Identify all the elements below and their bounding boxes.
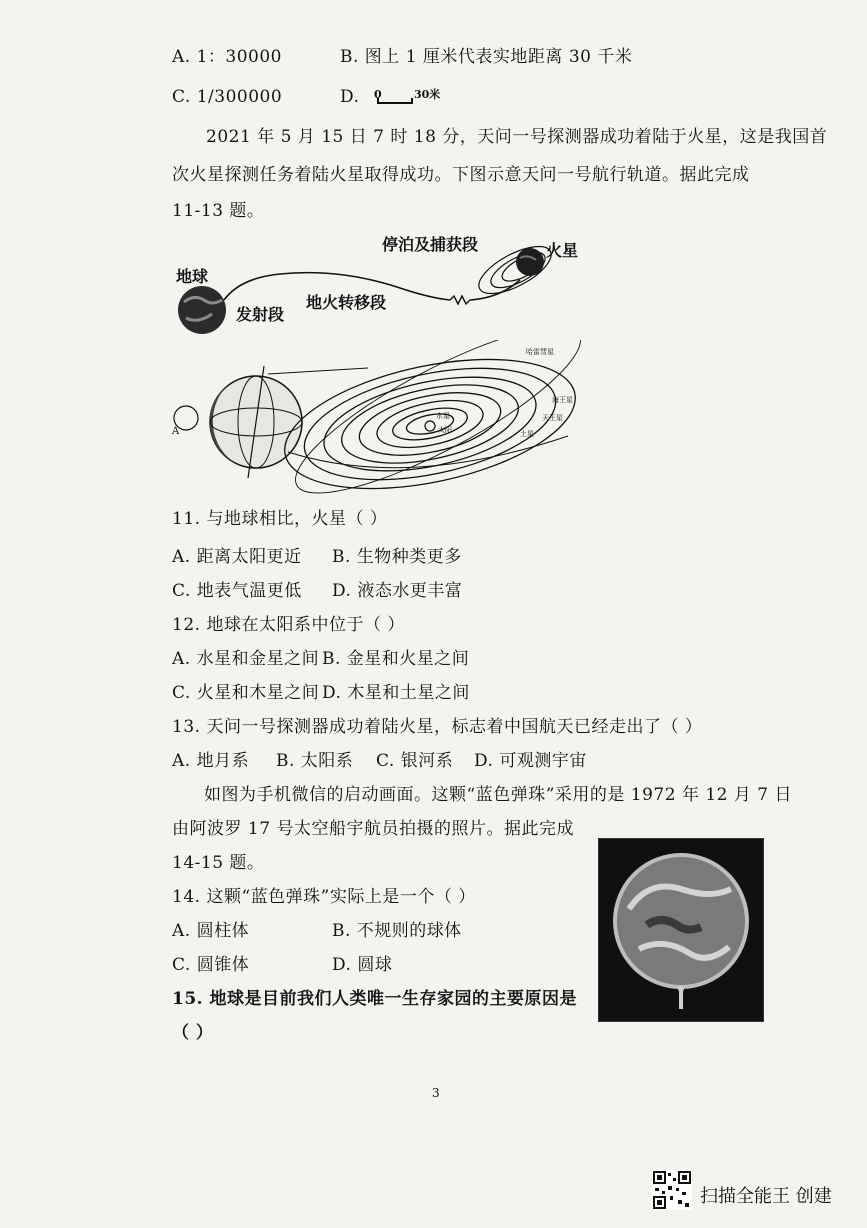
q14-option-c: C. 圆锥体 bbox=[172, 955, 250, 975]
q11-option-a: A. 距离太阳更近 bbox=[172, 547, 302, 567]
passage-tianwen-line2: 次火星探测任务着陆火星取得成功。下图示意天问一号航行轨道。据此完成 bbox=[172, 165, 750, 185]
sun-label: 太阳 bbox=[438, 426, 452, 434]
passage-wechat-line3: 14-15 题。 bbox=[172, 853, 265, 873]
q13-option-d: D. 可观测宇宙 bbox=[474, 751, 587, 771]
parking-label: 停泊及捕获段 bbox=[382, 235, 479, 254]
saturn-label: 土星 bbox=[520, 430, 534, 438]
q13-stem: 13. 天问一号探测器成功着陆火星，标志着中国航天已经走出了（ ） bbox=[172, 717, 703, 737]
scale-value: 30米 bbox=[414, 88, 441, 101]
passage-wechat-line2: 由阿波罗 17 号太空船宇航员拍摄的照片。据此完成 bbox=[172, 819, 574, 839]
uranus-label: 天王星 bbox=[542, 414, 563, 422]
launch-label: 发射段 bbox=[236, 305, 285, 324]
transfer-label: 地火转移段 bbox=[306, 293, 387, 312]
q14-option-d: D. 圆球 bbox=[332, 955, 393, 975]
q13-option-c: C. 银河系 bbox=[376, 751, 454, 771]
point-a-label: A bbox=[172, 426, 180, 437]
passage-tianwen-line1: 2021 年 5 月 15 日 7 时 18 分，天问一号探测器成功着陆于火星，这是我国首 bbox=[206, 127, 828, 147]
page-number: 3 bbox=[432, 1086, 440, 1100]
q10-option-d-label: D. bbox=[340, 87, 360, 107]
mars-label: 火星 bbox=[546, 241, 579, 260]
q12-option-c: C. 火星和木星之间 bbox=[172, 683, 320, 703]
solar-system-diagram bbox=[168, 340, 588, 500]
scanner-brand-text: 扫描全能王 创建 bbox=[700, 1186, 832, 1207]
q11-option-d: D. 液态水更丰富 bbox=[332, 581, 463, 601]
q14-option-b: B. 不规则的球体 bbox=[332, 921, 462, 941]
q11-option-b: B. 生物种类更多 bbox=[332, 547, 462, 567]
passage-wechat-line1: 如图为手机微信的启动画面。这颗“蓝色弹珠”采用的是 1972 年 12 月 7 日 bbox=[204, 785, 793, 805]
q10-option-b: B. 图上 1 厘米代表实地距离 30 千米 bbox=[340, 47, 633, 67]
qr-code-icon bbox=[652, 1170, 692, 1210]
mars-planet bbox=[516, 248, 544, 276]
q12-option-a: A. 水星和金星之间 bbox=[172, 649, 320, 669]
q15-stem: 15. 地球是目前我们人类唯一生存家园的主要原因是 bbox=[172, 989, 577, 1009]
q15-blank: （ ） bbox=[172, 1023, 214, 1043]
q12-option-b: B. 金星和火星之间 bbox=[322, 649, 470, 669]
q13-option-a: A. 地月系 bbox=[172, 751, 250, 771]
sun-icon bbox=[425, 421, 435, 431]
earth-globe bbox=[178, 286, 226, 334]
scale-zero: 0 bbox=[374, 88, 382, 101]
q13-option-b: B. 太阳系 bbox=[276, 751, 354, 771]
scanner-watermark bbox=[652, 1170, 852, 1214]
q11-stem: 11. 与地球相比，火星（ ） bbox=[172, 509, 388, 529]
passage-tianwen-line3: 11-13 题。 bbox=[172, 201, 265, 221]
earth-label: 地球 bbox=[176, 267, 209, 286]
mercury-label: 水星 bbox=[436, 412, 450, 420]
q12-option-d: D. 木星和土星之间 bbox=[322, 683, 470, 703]
q10-option-c: C. 1/300000 bbox=[172, 87, 283, 107]
tianwen-orbit-diagram bbox=[170, 228, 610, 338]
halley-label: 哈雷彗星 bbox=[526, 348, 554, 356]
q10-option-a: A. 1：30000 bbox=[172, 47, 282, 67]
person-silhouette bbox=[679, 991, 683, 1009]
q14-stem: 14. 这颗“蓝色弹珠”实际上是一个（ ） bbox=[172, 887, 476, 907]
neptune-label: 海王星 bbox=[552, 396, 573, 404]
planet-orbits bbox=[273, 340, 587, 500]
q11-option-c: C. 地表气温更低 bbox=[172, 581, 302, 601]
scale-bar bbox=[372, 88, 452, 110]
earth-tilted-globe bbox=[174, 366, 302, 478]
parking-orbits bbox=[472, 237, 558, 303]
blue-marble-photo bbox=[598, 838, 764, 1022]
q12-stem: 12. 地球在太阳系中位于（ ） bbox=[172, 615, 405, 635]
q14-option-a: A. 圆柱体 bbox=[172, 921, 250, 941]
